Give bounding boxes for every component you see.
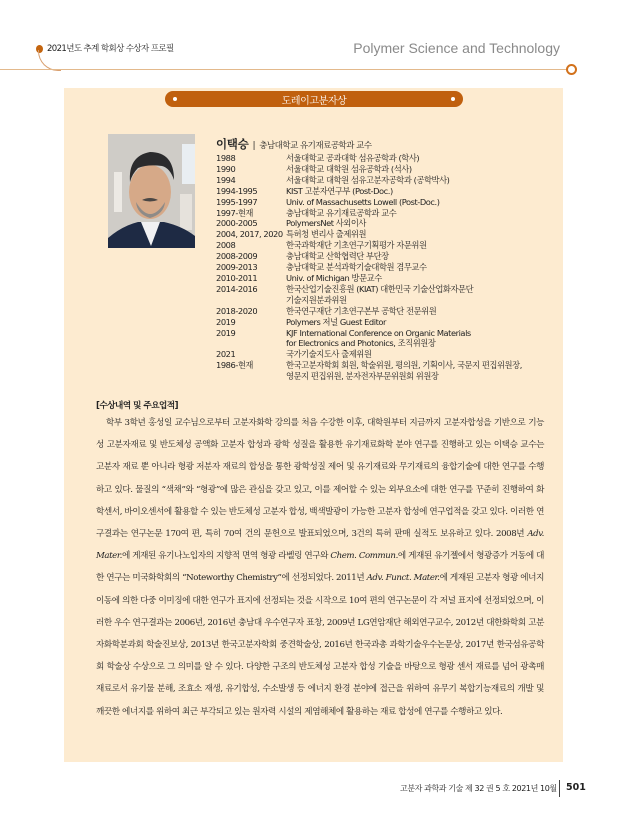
- cv-item: [216, 328, 556, 350]
- cv-text: 특허청 변리사 출제위원: [286, 229, 367, 240]
- cv-item: [216, 251, 556, 262]
- cv-item: [216, 240, 556, 251]
- cv-text: Univ. of Massachusetts Lowell (Post-Doc.): [286, 196, 440, 207]
- cv-year: 1986-현재: [216, 360, 253, 371]
- cv-item: [216, 218, 556, 229]
- cv-text: 한국연구재단 기초연구본부 공학단 전문위원: [286, 305, 437, 316]
- paragraph-text: 학부 3학년 홍성일 교수님으로부터 고분자화학 강의를 처음 수강한 이후, 대학원부터 지금까지 고분자합성을 기반으로 기능성 고분자재료 및 반도체성 공액화 고분자 합성과 광학 성질을 활용한 유기재료화학 분야 연구를 진행하고 있는 이택승 교수는 고분자 재료 뿐 아니라 형광 저분자 재료의 합성을 통한 광학성질 제어 및 유기재료와 무기재료의 융합기술에 대한 연구를 수행하고 있다. 물질의 “색채”와 “형광”에 많은 관심을 갖고 있고, 이를 제어할 수 있는 외부요소에 대한 연구를 꾸준히 진행하여 화학센서, 바이오센서에 활용할 수 있는 반도체성 고분자 합성, 백색발광이 가능한 고분자 합성에 연구업적을 갖고 있다. 이러한 연구결과는 연구논문 170여 편, 특히 70여 건의 문헌으로 발표되었으며, 3건의 특허 판매 실적도 보유하고 있다. 2008년: [96, 418, 544, 540]
- cv-text: 서울대학교 대학원 섬유공학과 (석사): [286, 163, 412, 174]
- cv-text: Univ. of Michigan 방문교수: [286, 272, 382, 283]
- recipient-name: 이택승: [216, 137, 249, 151]
- cv-year: 2010-2011: [216, 272, 258, 283]
- cv-item: [216, 273, 556, 284]
- cv-year: 2004, 2017, 2020: [216, 229, 283, 240]
- achievements-paragraph: [96, 412, 544, 723]
- cv-text: Polymers 저널 Guest Editor: [286, 316, 386, 327]
- cv-year: 2021: [216, 349, 236, 360]
- cv-year: 2014-2016: [216, 283, 258, 294]
- paragraph-text: 에 게재된 유기젤에서 형광증가 거동에 대한 연구는 미국화학회의 “Noteworthy Chemistry”에 선정되었다. 2011년: [96, 551, 544, 584]
- cv-year: 1994: [216, 174, 236, 185]
- cv-text: PolymersNet 사외이사: [286, 218, 366, 229]
- paragraph-text: 에 게재된 고분자 형광 에너지 이동에 의한 다중 이미징에 대한 연구가 표지에 선정되는 것을 시작으로 10여 편의 연구논문이 각 저널 표지에 선정되었으며, 이러한 우수 연구결과는 2006년, 2016년 충남대 우수연구자 표창, 2009년 LG연암재단 해외연구교수, 2012년 대한화학회 고분자화학분과회 학술진보상, 2013년 한국고분자학회 중견학술상, 2016년 한국과총 과학기술우수논문상, 2017년 한국섬유공학회 학술상 수상으로 그 의미를 알 수 있다. 다양한 구조의 반도체성 고분자 합성 기술을 바탕으로 형광 센서 재료를 넘어 광촉매 재료로서 유기물 분해, 조효소 재생, 유기합성, 수소발생 등 에너지 환경 분야에 접근을 위하여 유무기 복합기능재료의 개발 및 깨끗한 에너지를 위하여 최근 부각되고 있는 원자력 시설의 제염해체에 활용하는 재료 합성에 연구를 수행하고 있다.: [96, 573, 544, 717]
- cv-item: [216, 153, 556, 164]
- cv-item: [216, 262, 556, 273]
- cv-item: [216, 197, 556, 208]
- cv-year: 2019: [216, 316, 236, 327]
- profile-heading: [216, 136, 372, 152]
- section-title: 2021년도 추계 학회상 수상자 프로필: [47, 44, 174, 54]
- cv-item: [216, 284, 556, 306]
- recipient-affiliation: 충남대학교 유기재료공학과 교수: [259, 141, 372, 151]
- cv-year: 2018-2020: [216, 305, 258, 316]
- cv-year: 2008: [216, 240, 236, 251]
- banner-dot-icon: [451, 97, 455, 101]
- cv-text: KJF International Conference on Organic Materials for Electronics and Photonics, 조직위원장: [286, 327, 471, 349]
- footer-divider: [559, 780, 560, 797]
- cv-text: 한국산업기술진흥원 (KIAT) 대한민국 기술산업화자문단 기술지원분과위원: [286, 283, 474, 305]
- cv-year: 2008-2009: [216, 251, 258, 262]
- cv-text: 서울대학교 공과대학 섬유공학과 (학사): [286, 153, 420, 163]
- journal-name: Polymer Science and Technology: [353, 40, 560, 56]
- award-panel: [64, 88, 563, 762]
- cv-item: [216, 360, 556, 382]
- cv-text: 한국과학재단 기초연구기획평가 자문위원: [286, 240, 427, 251]
- cv-year: 2000-2005: [216, 218, 258, 229]
- cv-text: 국가기술지도사 출제위원: [286, 349, 372, 360]
- cv-item: [216, 317, 556, 328]
- footer-citation: 고분자 과학과 기술 제 32 권 5 호 2021년 10월: [400, 784, 557, 793]
- cv-list: [216, 153, 556, 382]
- cv-text: 충남대학교 유기재료공학과 교수: [286, 207, 397, 218]
- portrait-icon: [108, 134, 195, 248]
- cv-item: [216, 164, 556, 175]
- award-banner: [165, 91, 463, 107]
- cv-item: [216, 306, 556, 317]
- cv-text: 충남대학교 분석과학기술대학원 겸무교수: [286, 262, 427, 273]
- portrait-photo: [108, 134, 195, 248]
- header-ring-icon: [566, 64, 577, 75]
- cv-text: 한국고분자학회 회원, 학술위원, 평의원, 기획이사, 국문지 편집위원장, 영문지 편집위원, 분자전자부문위원회 위원장: [286, 360, 522, 382]
- cv-year: 1994-1995: [216, 185, 258, 196]
- cv-text: 충남대학교 산학협력단 부단장: [286, 251, 389, 262]
- achievements-heading: [수상내역 및 주요업적]: [96, 401, 179, 411]
- cv-year: 1995-1997: [216, 196, 258, 207]
- award-title: 도레이고분자상: [281, 96, 347, 107]
- journal-citation: Adv. Funct. Mater.: [366, 573, 440, 584]
- cv-year: 1997-현재: [216, 207, 253, 218]
- cv-text: KIST 고분자연구부 (Post-Doc.): [286, 185, 393, 196]
- cv-year: 2009-2013: [216, 262, 258, 273]
- cv-item: [216, 349, 556, 360]
- journal-citation: Chem. Commun.: [330, 551, 398, 562]
- cv-year: 1990: [216, 163, 236, 174]
- cv-item: [216, 175, 556, 186]
- cv-item: [216, 208, 556, 219]
- header-rule: [0, 69, 568, 70]
- cv-year: 2019: [216, 327, 236, 338]
- name-separator: |: [252, 141, 256, 151]
- paragraph-text: 에 게재된 유기나노입자의 지향적 면역 형광 라벨링 연구와: [121, 551, 331, 562]
- journal-citation: Adv. Mater.: [96, 529, 544, 562]
- cv-text: 서울대학교 대학원 섬유고분자공학과 (공학박사): [286, 174, 450, 185]
- cv-item: [216, 186, 556, 197]
- cv-item: [216, 229, 556, 240]
- cv-year: 1988: [216, 153, 236, 163]
- page-number: 501: [566, 782, 586, 793]
